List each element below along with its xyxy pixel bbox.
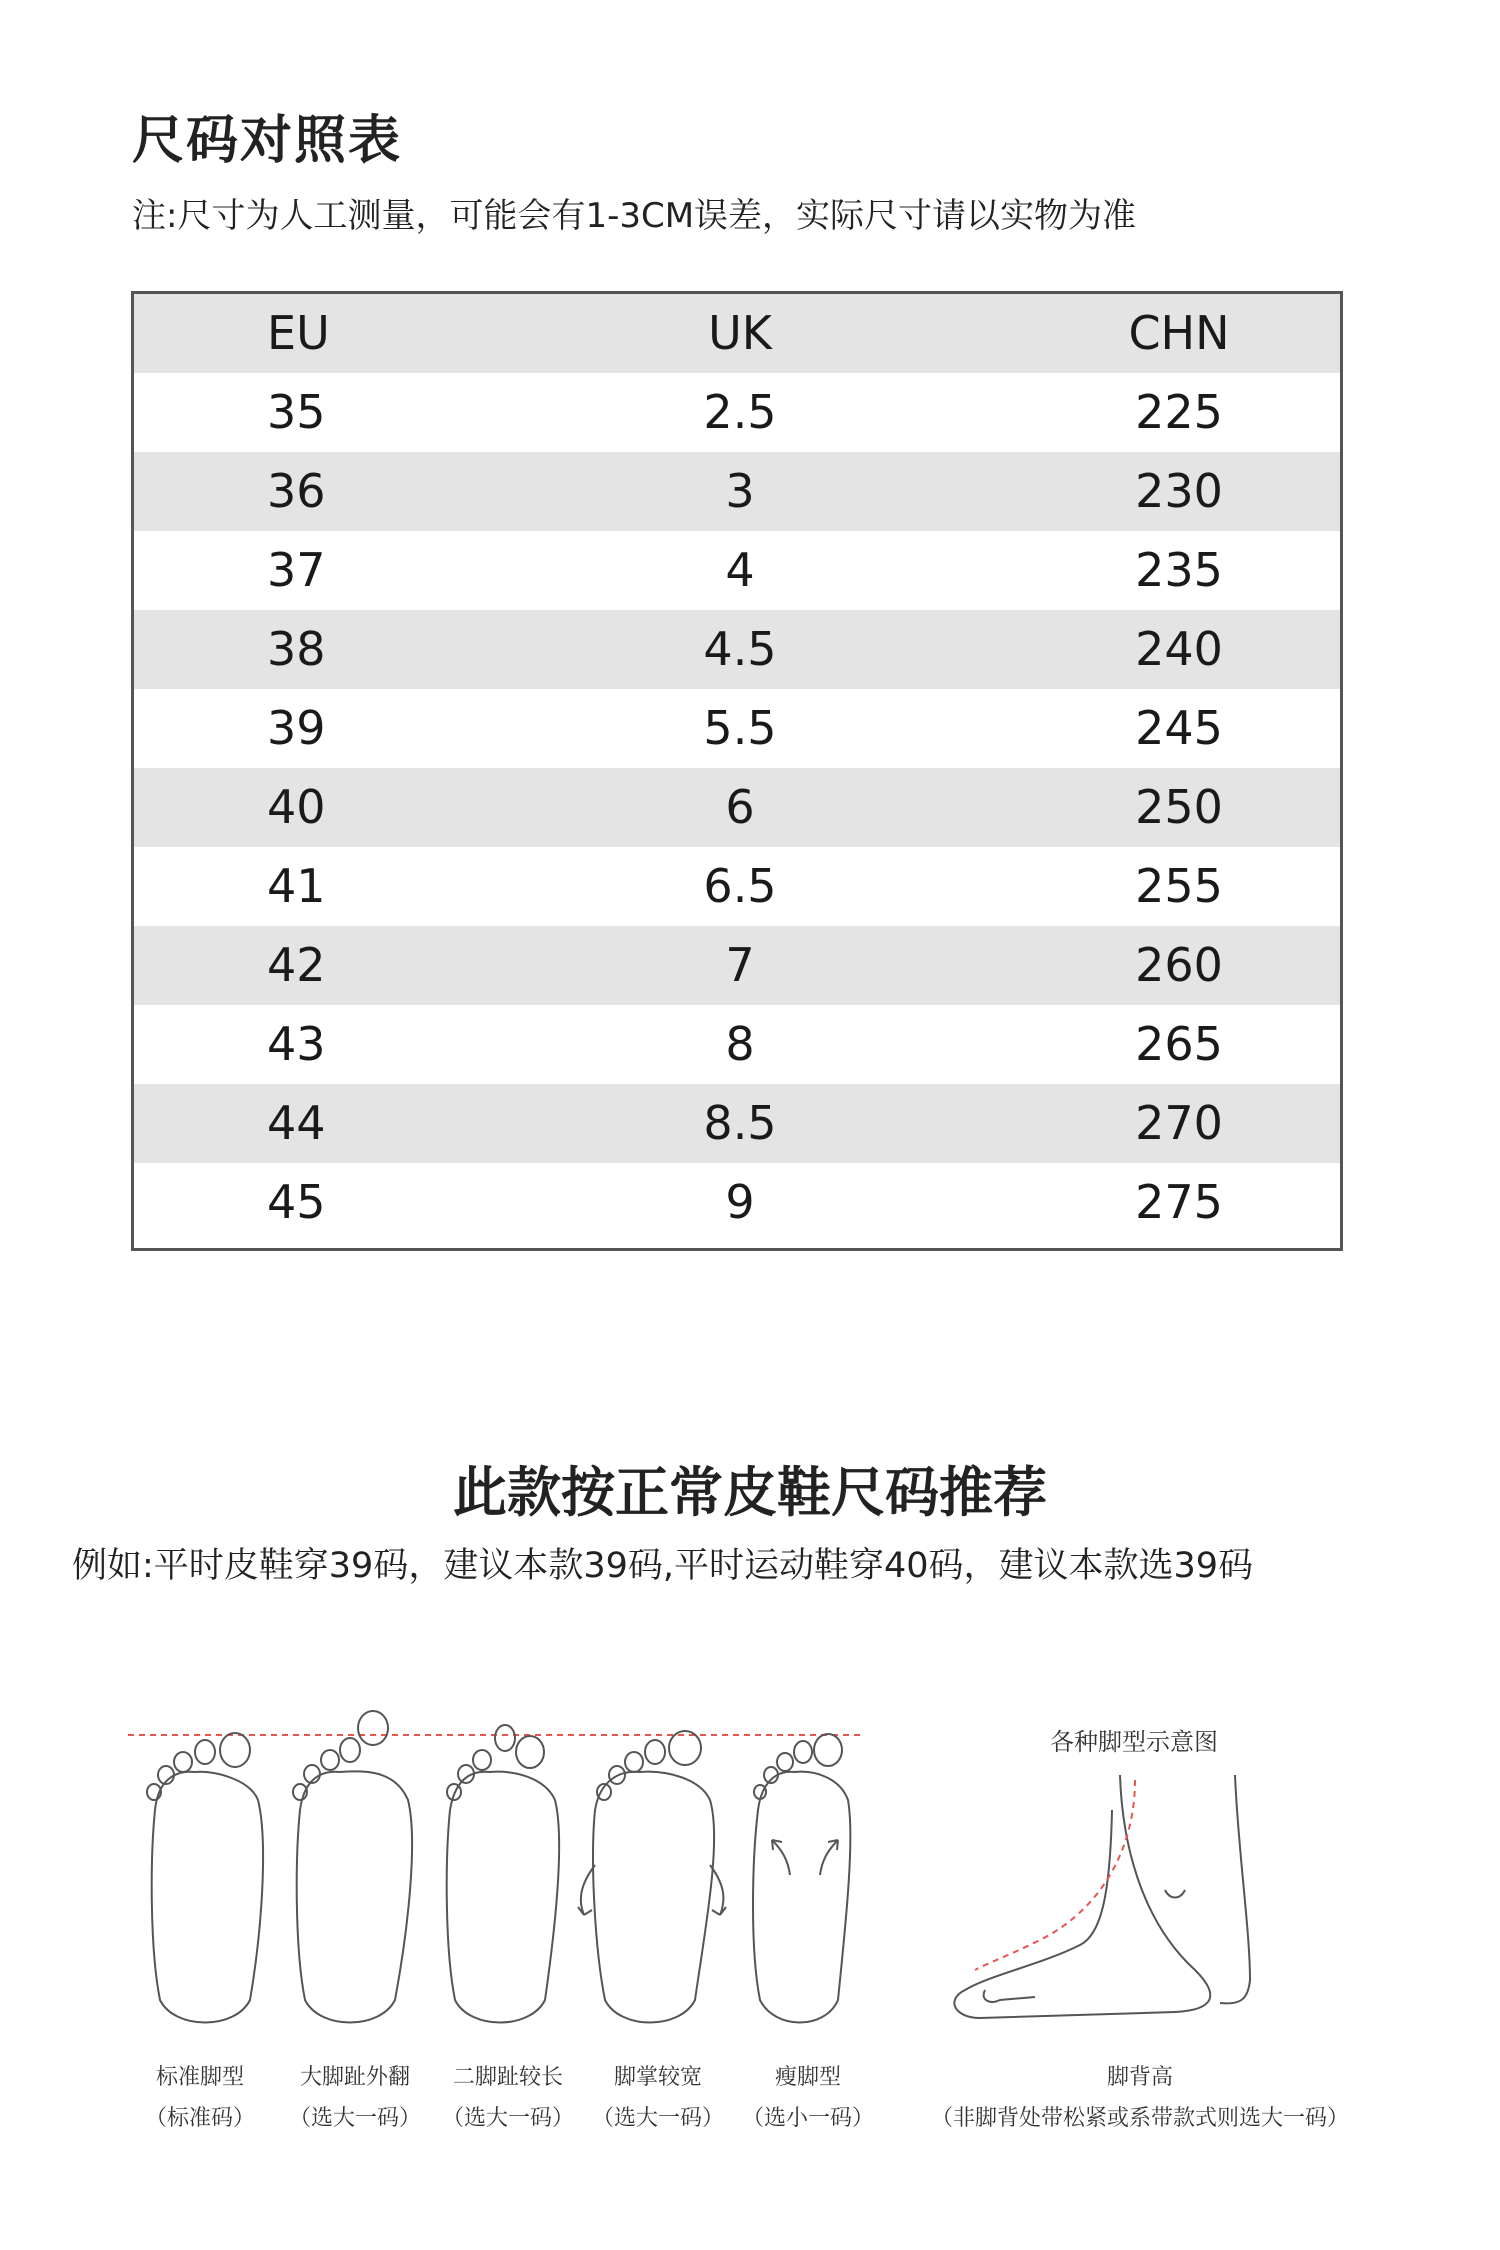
caption-label: 脚背高: [1106, 2065, 1173, 2090]
table-row: [134, 768, 1340, 847]
cell-uk: 8.5: [703, 1096, 777, 1150]
header-eu: EU: [267, 306, 330, 360]
caption-advice: （选大一码）: [591, 2106, 724, 2131]
cell-eu: 36: [267, 464, 326, 518]
table-row: [134, 531, 1340, 610]
cell-uk: 8: [725, 1017, 755, 1071]
header-chn: CHN: [1128, 306, 1230, 360]
header-uk: UK: [708, 306, 772, 360]
caption-standard: [120, 2060, 280, 2132]
cell-chn: 225: [1135, 385, 1223, 439]
cell-chn: 275: [1135, 1175, 1223, 1229]
size-table: [131, 291, 1343, 1251]
cell-uk: 2.5: [703, 385, 777, 439]
caption-slim: [728, 2060, 888, 2132]
table-row: [134, 373, 1340, 452]
caption-label: 脚掌较宽: [613, 2065, 702, 2090]
foot-bunion-icon: [293, 1711, 412, 2023]
caption-label: 标准脚型: [155, 2065, 244, 2090]
cell-uk: 5.5: [703, 701, 777, 755]
cell-chn: 255: [1135, 859, 1223, 913]
cell-uk: 6: [725, 780, 755, 834]
cell-uk: 3: [725, 464, 755, 518]
caption-long-second-toe: [428, 2060, 588, 2132]
cell-uk: 9: [725, 1175, 755, 1229]
caption-label: 二脚趾较长: [452, 2065, 563, 2090]
cell-chn: 250: [1135, 780, 1223, 834]
cell-chn: 270: [1135, 1096, 1223, 1150]
caption-label: 瘦脚型: [774, 2065, 841, 2090]
recommend-title: 此款按正常皮鞋尺码推荐: [453, 1461, 1047, 1524]
caption-bunion: [275, 2060, 435, 2132]
caption-wide-forefoot: [578, 2060, 738, 2132]
side-diagram-title: 各种脚型示意图: [1050, 1728, 1218, 1756]
cell-eu: 35: [267, 385, 326, 439]
cell-eu: 44: [267, 1096, 326, 1150]
recommend-example: 例如:平时皮鞋穿39码，建议本款39码,平时运动鞋穿40码，建议本款选39码: [72, 1546, 1254, 1586]
cell-chn: 230: [1135, 464, 1223, 518]
table-row: [134, 689, 1340, 768]
table-row: [134, 1005, 1340, 1084]
instep-height-line: [975, 1780, 1135, 1970]
caption-advice: （标准码）: [144, 2106, 255, 2131]
caption-label: 大脚趾外翻: [299, 2065, 410, 2090]
cell-chn: 265: [1135, 1017, 1223, 1071]
foot-long-second-toe-icon: [447, 1725, 559, 2023]
cell-uk: 4.5: [703, 622, 777, 676]
cell-eu: 40: [267, 780, 326, 834]
table-row: [134, 847, 1340, 926]
cell-chn: 240: [1135, 622, 1223, 676]
caption-advice: （选大一码）: [288, 2106, 421, 2131]
cell-eu: 38: [267, 622, 326, 676]
page-title: 尺码对照表: [132, 111, 403, 171]
foot-standard-icon: [147, 1733, 263, 2023]
table-row: [134, 452, 1340, 531]
caption-advice: （选大一码）: [441, 2106, 574, 2131]
cell-eu: 43: [267, 1017, 326, 1071]
cell-uk: 6.5: [703, 859, 777, 913]
cell-chn: 245: [1135, 701, 1223, 755]
table-row: [134, 610, 1340, 689]
table-header-row: [134, 294, 1340, 373]
cell-eu: 45: [267, 1175, 326, 1229]
foot-side-view-icon: [954, 1775, 1250, 2018]
cell-uk: 4: [725, 543, 755, 597]
cell-chn: 260: [1135, 938, 1223, 992]
cell-uk: 7: [725, 938, 755, 992]
table-row: [134, 926, 1340, 1005]
cell-eu: 39: [267, 701, 326, 755]
caption-advice: （非脚背处带松紧或系带款式则选大一码）: [930, 2106, 1349, 2131]
table-row: [134, 1084, 1340, 1163]
table-row: [134, 1163, 1340, 1242]
caption-high-instep: [900, 2060, 1380, 2132]
cell-eu: 37: [267, 543, 326, 597]
foot-type-diagram: [0, 1700, 1500, 2040]
caption-advice: （选小一码）: [741, 2106, 874, 2131]
cell-chn: 235: [1135, 543, 1223, 597]
measurement-note: 注:尺寸为人工测量，可能会有1-3CM误差，实际尺寸请以实物为准: [132, 196, 1137, 236]
foot-wide-forefoot-icon: [578, 1731, 726, 2023]
foot-slim-icon: [753, 1734, 850, 2023]
cell-eu: 42: [267, 938, 326, 992]
cell-eu: 41: [267, 859, 326, 913]
